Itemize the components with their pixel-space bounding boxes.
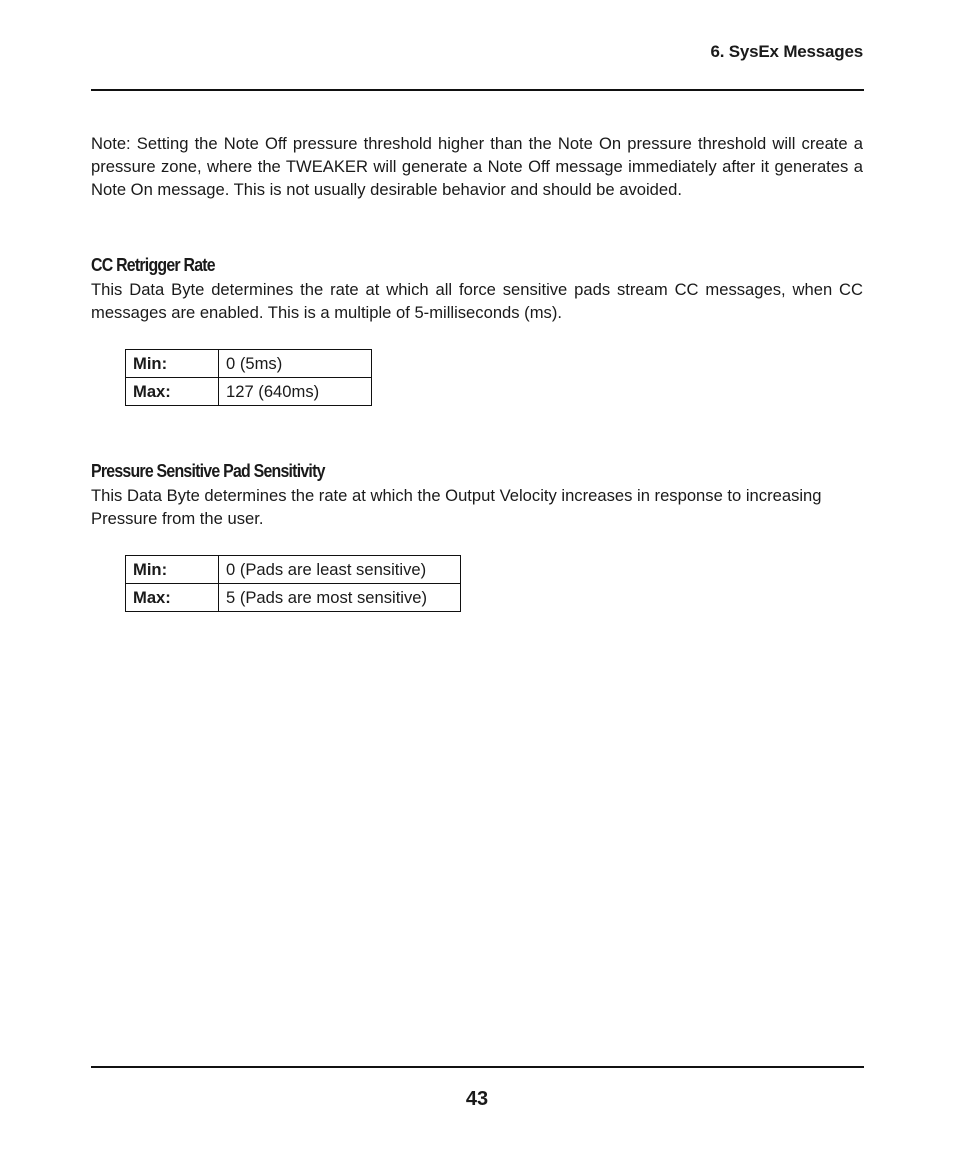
table-row [126,378,372,406]
table-row [126,584,461,612]
section-body-pad-sensitivity: This Data Byte determines the rate at which the Output Velocity increases in response to increasing Pressure from the user. [91,486,822,528]
table-value-cell: 0 (5ms) [219,350,372,378]
page-number: 43 [465,1088,489,1110]
table-row [126,556,461,584]
table-key-cell: Min: [126,556,219,584]
header-rule [91,89,864,91]
footer-rule [91,1066,864,1068]
section-body-cc-retrigger-rate: This Data Byte determines the rate at which all force sensitive pads stream CC messages, when CC messages are enabled. This is a multiple of 5-milliseconds (ms). [91,280,863,322]
table-key-cell: Max: [126,378,219,406]
pad-sensitivity-range-table [125,555,461,612]
table-key-cell: Min: [126,350,219,378]
table-value-cell: 5 (Pads are most sensitive) [219,584,461,612]
table-value-cell: 127 (640ms) [219,378,372,406]
section-heading-cc-retrigger-rate: CC Retrigger Rate [91,254,215,275]
note-paragraph: Note: Setting the Note Off pressure threshold higher than the Note On pressure threshold will create a pressure zone, where the TWEAKER will generate a Note Off message immediately after it generates a Note On message. This is not usually desirable behavior and should be avoided. [91,134,863,199]
table-row [126,350,372,378]
table-key-cell: Max: [126,584,219,612]
section-heading-pad-sensitivity: Pressure Sensitive Pad Sensitivity [91,460,325,481]
cc-retrigger-range-table [125,349,372,406]
running-header-chapter: 6. SysEx Messages [710,42,863,61]
table-value-cell: 0 (Pads are least sensitive) [219,556,461,584]
